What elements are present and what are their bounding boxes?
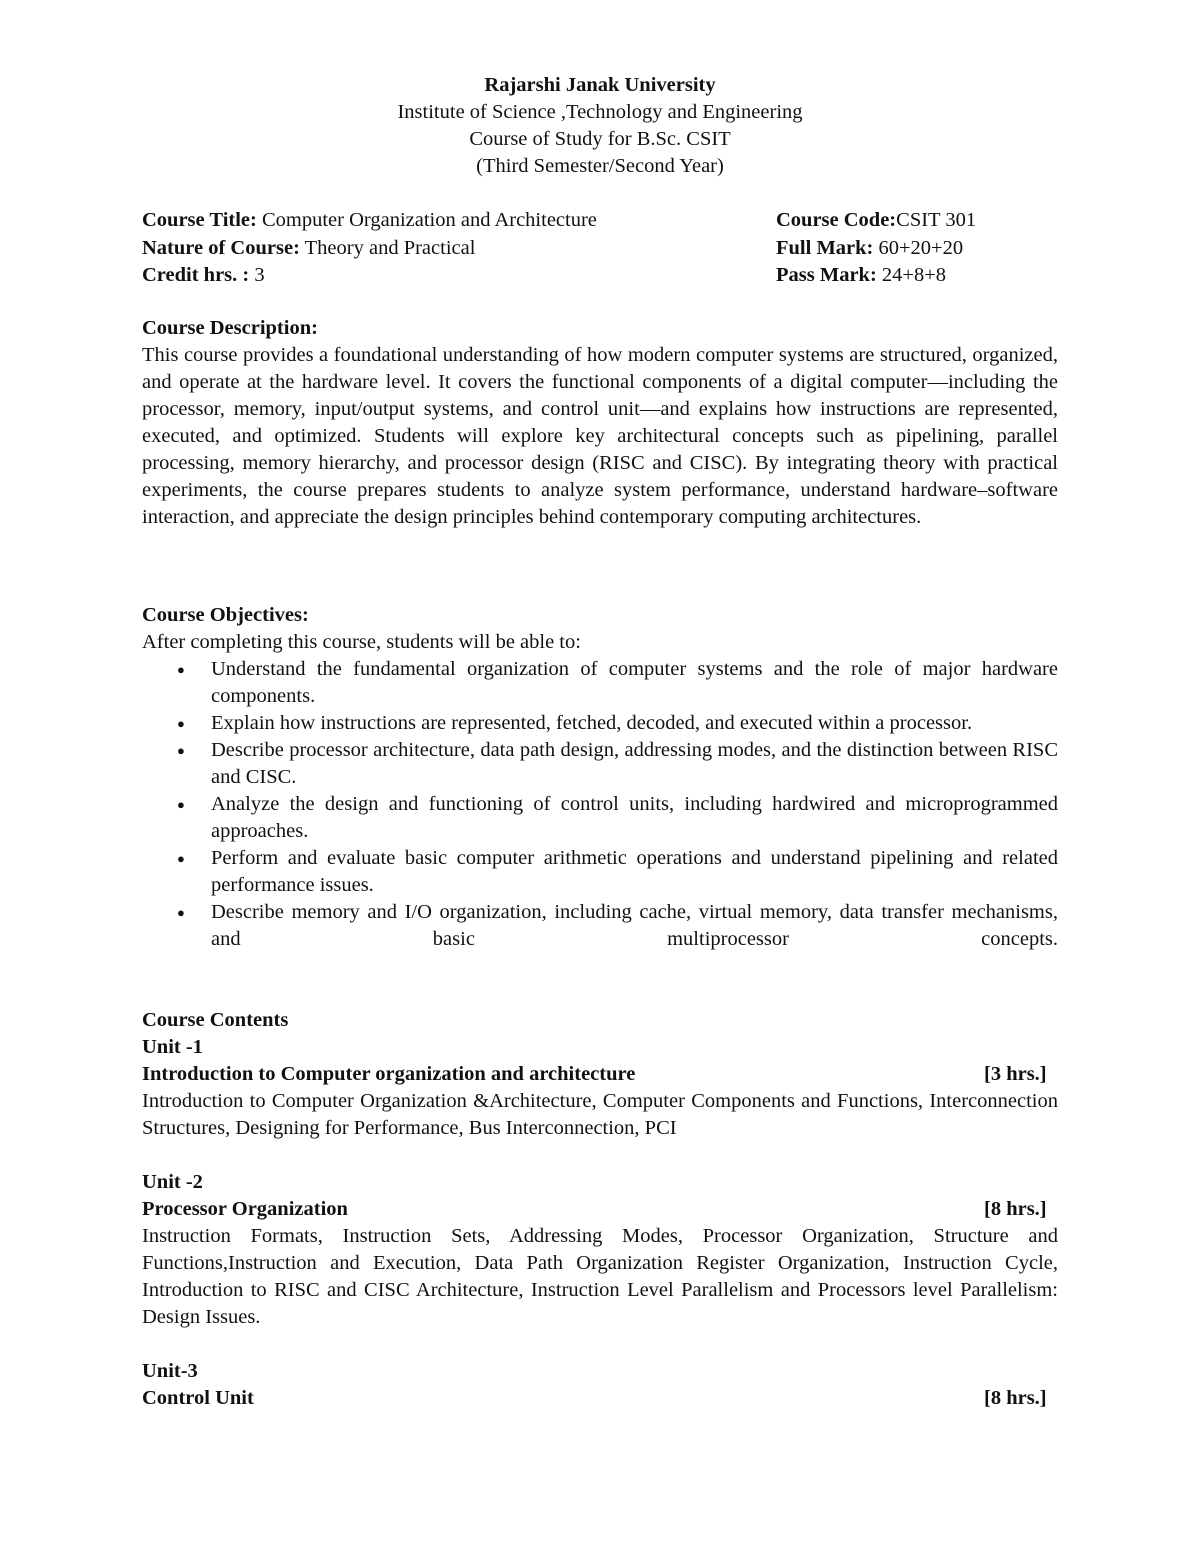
bullet-icon: ●: [177, 662, 185, 677]
list-item: ● Analyze the design and functioning of control units, including hardwired and microprogrammed approaches.: [177, 793, 1058, 842]
unit-heading: [142, 1385, 1058, 1412]
course-objectives: [142, 602, 1058, 953]
bullet-icon: ●: [177, 797, 185, 812]
unit-title: Introduction to Computer organization and architecture: [142, 1063, 636, 1085]
document-header: [0, 72, 1200, 180]
course-meta: [142, 207, 1058, 290]
objectives-heading: Course Objectives:: [142, 604, 309, 626]
course-code: [776, 207, 976, 234]
credit-label: Credit hrs. :: [142, 264, 250, 286]
credit-hours: [142, 262, 265, 289]
list-item: ● Perform and evaluate basic computer arithmetic operations and understand pipelining and related performance issues.: [177, 847, 1058, 896]
list-item: ● Describe memory and I/O organization, including cache, virtual memory, data transfer mechanisms, and basic multiprocessor concepts.: [177, 901, 1058, 950]
course-description: [142, 315, 1058, 531]
university-name: Rajarshi Janak University: [484, 74, 716, 96]
course-code-label: Course Code:: [776, 209, 897, 231]
unit-number: Unit-3: [142, 1360, 198, 1382]
semester-info: (Third Semester/Second Year): [476, 155, 724, 177]
unit-heading: [142, 1061, 1058, 1088]
course-of-study: Course of Study for B.Sc. CSIT: [469, 128, 731, 150]
course-contents: [142, 1007, 1058, 1142]
objectives-list: [142, 656, 1058, 953]
list-item: ● Describe processor architecture, data path design, addressing modes, and the distinction between RISC and CISC.: [177, 739, 1058, 788]
credit-value: 3: [249, 264, 265, 286]
pass-mark-value: 24+8+8: [876, 264, 947, 286]
unit-3: [142, 1358, 1058, 1412]
unit-number: Unit -1: [142, 1036, 203, 1058]
description-heading: Course Description:: [142, 317, 318, 339]
nature-label: Nature of Course:: [142, 236, 300, 259]
meta-row-nature: [142, 235, 1058, 263]
course-title-value: Computer Organization and Architecture: [256, 209, 597, 231]
unit-title: Control Unit: [142, 1387, 254, 1409]
unit-number: Unit -2: [142, 1171, 203, 1193]
unit-hours: [3 hrs.]: [984, 1063, 1047, 1085]
unit-1: [142, 1034, 1058, 1142]
objectives-intro: After completing this course, students will be able to:: [142, 631, 581, 653]
unit-heading: [142, 1196, 1058, 1223]
course-title-label: Course Title:: [142, 209, 257, 231]
list-item: ● Understand the fundamental organization of computer systems and the role of major hardware components.: [177, 658, 1058, 707]
institute-name: Institute of Science ,Technology and Engineering: [397, 101, 803, 123]
meta-row-credit: [142, 262, 1058, 290]
contents-heading: Course Contents: [142, 1009, 289, 1031]
nature-value: Theory and Practical: [299, 236, 476, 259]
unit-hours: [8 hrs.]: [984, 1387, 1047, 1409]
unit-hours: [8 hrs.]: [984, 1198, 1047, 1220]
unit-2: [142, 1169, 1058, 1331]
bullet-icon: ●: [177, 851, 185, 866]
meta-row-title: [142, 207, 1058, 235]
full-mark: [776, 235, 963, 262]
full-mark-label: Full Mark:: [776, 236, 874, 259]
description-text: This course provides a foundational understanding of how modern computer systems are structured, organized, and operate at the hardware level. It covers the functional components of a digital computer—including the processor, memory, input/output systems, and control unit—and explains how instructions are represented, executed, and optimized. Students will explore key architectural concepts such as pipelining, parallel processing, memory hierarchy, and processor design (RISC and CISC). By integrating theory with practical experiments, the course prepares students to analyze system performance, understand hardware–software interaction, and appreciate the design principles behind contemporary computing architectures.: [142, 344, 1058, 528]
pass-mark: [776, 262, 946, 289]
full-mark-value: 60+20+20: [873, 236, 964, 259]
unit-text: Introduction to Computer Organization &Architecture, Computer Components and Functions, Interconnection Structures, Designing for Performance, Bus Interconnection, PCI: [142, 1090, 1058, 1139]
nature-of-course: [142, 235, 475, 262]
course-code-value: CSIT 301: [896, 209, 977, 231]
bullet-icon: ●: [177, 716, 185, 731]
course-title: [142, 207, 597, 234]
bullet-icon: ●: [177, 905, 185, 920]
bullet-icon: ●: [177, 743, 185, 758]
pass-mark-label: Pass Mark:: [776, 264, 877, 286]
unit-title: Processor Organization: [142, 1198, 348, 1220]
list-item: ● Explain how instructions are represented, fetched, decoded, and executed within a processor.: [142, 710, 1058, 737]
unit-text: Instruction Formats, Instruction Sets, Addressing Modes, Processor Organization, Structure and Functions,Instruction and Execution, Data Path Organization Register Organization, Instruction Cycle, Introduction to RISC and CISC Architecture, Instruction Level Parallelism and Processors level Parallelism: Design Issues.: [142, 1225, 1058, 1328]
